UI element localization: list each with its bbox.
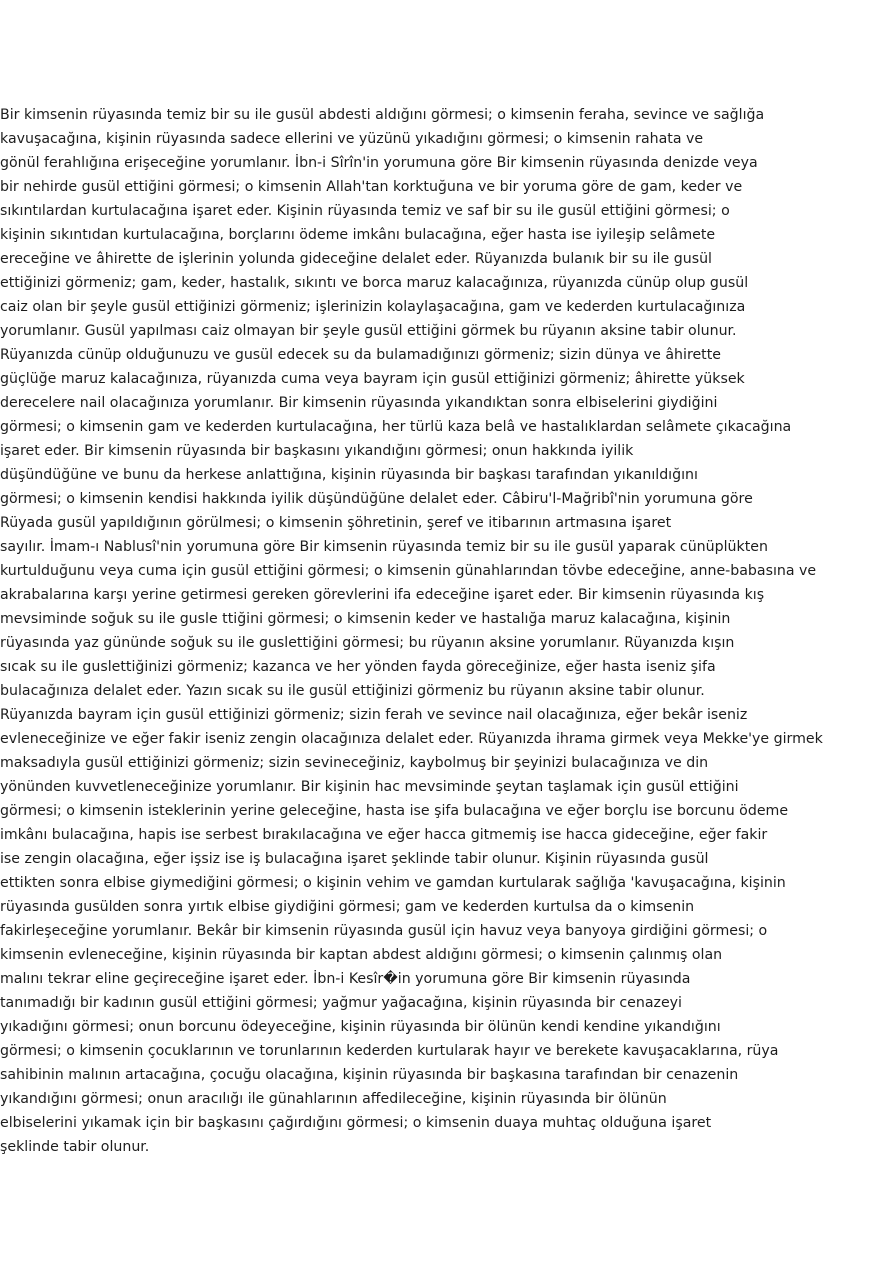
text-line: sayılır. İmam-ı Nablusî'nin yorumuna göre Bir kimsenin rüyasında temiz bir su ile gusül yaparak cünüplükten [0, 539, 768, 555]
text-line: mevsiminde soğuk su ile gusle ttiğini görmesi; o kimsenin keder ve hastalığa maruz kalacağına, kişinin [0, 611, 731, 627]
text-line: akrabalarına karşı yerine getirmesi gereken görevlerini ifa edeceğine işaret eder. Bir kimsenin rüyasında kış [0, 587, 765, 603]
text-line: yıkandığını görmesi; onun aracılığı ile günahlarının affedileceğine, kişinin rüyasında bir ölünün [0, 1091, 667, 1107]
text-line: Bir kimsenin rüyasında temiz bir su ile gusül abdesti aldığını görmesi; o kimsenin feraha, sevince ve sağlığa [0, 107, 765, 123]
text-line: Rüyanızda bayram için gusül ettiğinizi görmeniz; sizin ferah ve sevince nail olacağınıza, eğer bekâr iseniz [0, 707, 748, 723]
text-line: caiz olan bir şeyle gusül ettiğinizi görmeniz; işlerinizin kolaylaşacağına, gam ve kederden kurtulacağınıza [0, 299, 746, 315]
text-line: evleneceğinize ve eğer fakir iseniz zengin olacağınıza delalet eder. Rüyanızda ihrama girmek veya Mekke'ye girmek [0, 731, 823, 747]
text-line: sıcak su ile guslettiğinizi görmeniz; kazanca ve her yönden fayda göreceğinize, eğer hasta iseniz şifa [0, 659, 716, 675]
text-line: kurtulduğunu veya cuma için gusül ettiğini görmesi; o kimsenin günahlarından tövbe edeceğine, anne-babasına ve [0, 563, 817, 579]
text-line: fakirleşeceğine yorumlanır. Bekâr bir kimsenin rüyasında gusül için havuz veya banyoya girdiğini görmesi; o [0, 923, 768, 939]
text-line: gönül ferahlığına erişeceğine yorumlanır. İbn-i Sîrîn'in yorumuna göre Bir kimsenin rüyasında denizde veya [0, 155, 758, 171]
document-body [0, 103, 878, 1159]
text-line: bir nehirde gusül ettiğini görmesi; o kimsenin Allah'tan korktuğuna ve bir yoruma göre de gam, keder ve [0, 179, 743, 195]
text-line: elbiselerini yıkamak için bir başkasını çağırdığını görmesi; o kimsenin duaya muhtaç olduğuna işaret [0, 1115, 712, 1131]
text-line: maksadıyla gusül ettiğinizi görmeniz; sizin sevineceğiniz, kaybolmuş bir şeyinizi bulacağınıza ve din [0, 755, 709, 771]
text-line: ise zengin olacağına, eğer işsiz ise iş bulacağına işaret şeklinde tabir olunur. Kişinin rüyasında gusül [0, 851, 709, 867]
text-line: görmesi; o kimsenin çocuklarının ve torunlarının kederden kurtularak hayır ve berekete kavuşacaklarına, rüya [0, 1043, 779, 1059]
text-line: malını tekrar eline geçireceğine işaret eder. İbn-i Kesîr�in yorumuna göre Bir kimsenin rüyasında [0, 971, 691, 987]
text-line: şeklinde tabir olunur. [0, 1139, 150, 1155]
text-line: rüyasında gusülden sonra yırtık elbise giydiğini görmesi; gam ve kederden kurtulsa da o kimsenin [0, 899, 695, 915]
text-line: rüyasında yaz gününde soğuk su ile guslettiğini görmesi; bu rüyanın aksine yorumlanır. Rüyanızda kışın [0, 635, 735, 651]
text-line: yönünden kuvvetleneceğinize yorumlanır. Bir kişinin hac mevsiminde şeytan taşlamak için gusül ettiğini [0, 779, 739, 795]
text-line: derecelere nail olacağınıza yorumlanır. Bir kimsenin rüyasında yıkandıktan sonra elbiselerini giydiğini [0, 395, 718, 411]
text-line: ettikten sonra elbise giymediğini görmesi; o kişinin vehim ve gamdan kurtularak sağlığa 'kavuşacağına, kişinin [0, 875, 786, 891]
text-line: kimsenin evleneceğine, kişinin rüyasında bir kaptan abdest aldığını görmesi; o kimsenin çalınmış olan [0, 947, 723, 963]
text-line: imkânı bulacağına, hapis ise serbest bırakılacağına ve eğer hacca gitmemiş ise hacca gideceğine, eğer fakir [0, 827, 768, 843]
text-line: sahibinin malının artacağına, çocuğu olacağına, kişinin rüyasında bir başkasına tarafından bir cenazenin [0, 1067, 739, 1083]
text-line: görmesi; o kimsenin kendisi hakkında iyilik düşündüğüne delalet eder. Câbiru'l-Mağribî'nin yorumuna göre [0, 491, 753, 507]
text-line: kavuşacağına, kişinin rüyasında sadece ellerini ve yüzünü yıkadığını görmesi; o kimsenin rahata ve [0, 131, 704, 147]
text-line: görmesi; o kimsenin gam ve kederden kurtulacağına, her türlü kaza belâ ve hastalıklardan selâmete çıkacağına [0, 419, 792, 435]
text-line: işaret eder. Bir kimsenin rüyasında bir başkasını yıkandığını görmesi; onun hakkında iyilik [0, 443, 634, 459]
text-line: güçlüğe maruz kalacağınıza, rüyanızda cuma veya bayram için gusül ettiğinizi görmeniz; âhirette yüksek [0, 371, 745, 387]
text-line: görmesi; o kimsenin isteklerinin yerine geleceğine, hasta ise şifa bulacağına ve eğer borçlu ise borcunu ödeme [0, 803, 789, 819]
text-line: bulacağınıza delalet eder. Yazın sıcak su ile gusül ettiğinizi görmeniz bu rüyanın aksine tabir olunur. [0, 683, 705, 699]
text-line: Rüyada gusül yapıldığının görülmesi; o kimsenin şöhretinin, şeref ve itibarının artmasına işaret [0, 515, 672, 531]
text-line: kişinin sıkıntıdan kurtulacağına, borçlarını ödeme imkânı bulacağına, eğer hasta ise iyileşip selâmete [0, 227, 716, 243]
text-line: sıkıntılardan kurtulacağına işaret eder. Kişinin rüyasında temiz ve saf bir su ile gusül ettiğini görmesi; o [0, 203, 730, 219]
text-line: yorumlanır. Gusül yapılması caiz olmayan bir şeyle gusül ettiğini görmek bu rüyanın aksine tabir olunur. [0, 323, 737, 339]
text-line: ettiğinizi görmeniz; gam, keder, hastalık, sıkıntı ve borca maruz kalacağınıza, rüyanızda cünüp olup gusül [0, 275, 749, 291]
text-line: ereceğine ve âhirette de işlerinin yolunda gideceğine delalet eder. Rüyanızda bulanık bir su ile gusül [0, 251, 712, 267]
text-line: Rüyanızda cünüp olduğunuzu ve gusül edecek su da bulamadığınızı görmeniz; sizin dünya ve âhirette [0, 347, 721, 363]
text-line: düşündüğüne ve bunu da herkese anlattığına, kişinin rüyasında bir başkası tarafından yıkanıldığını [0, 467, 698, 483]
text-line: yıkadığını görmesi; onun borcunu ödeyeceğine, kişinin rüyasında bir ölünün kendi kendine yıkandığını [0, 1019, 721, 1035]
text-line: tanımadığı bir kadının gusül ettiğini görmesi; yağmur yağacağına, kişinin rüyasında bir cenazeyi [0, 995, 682, 1011]
